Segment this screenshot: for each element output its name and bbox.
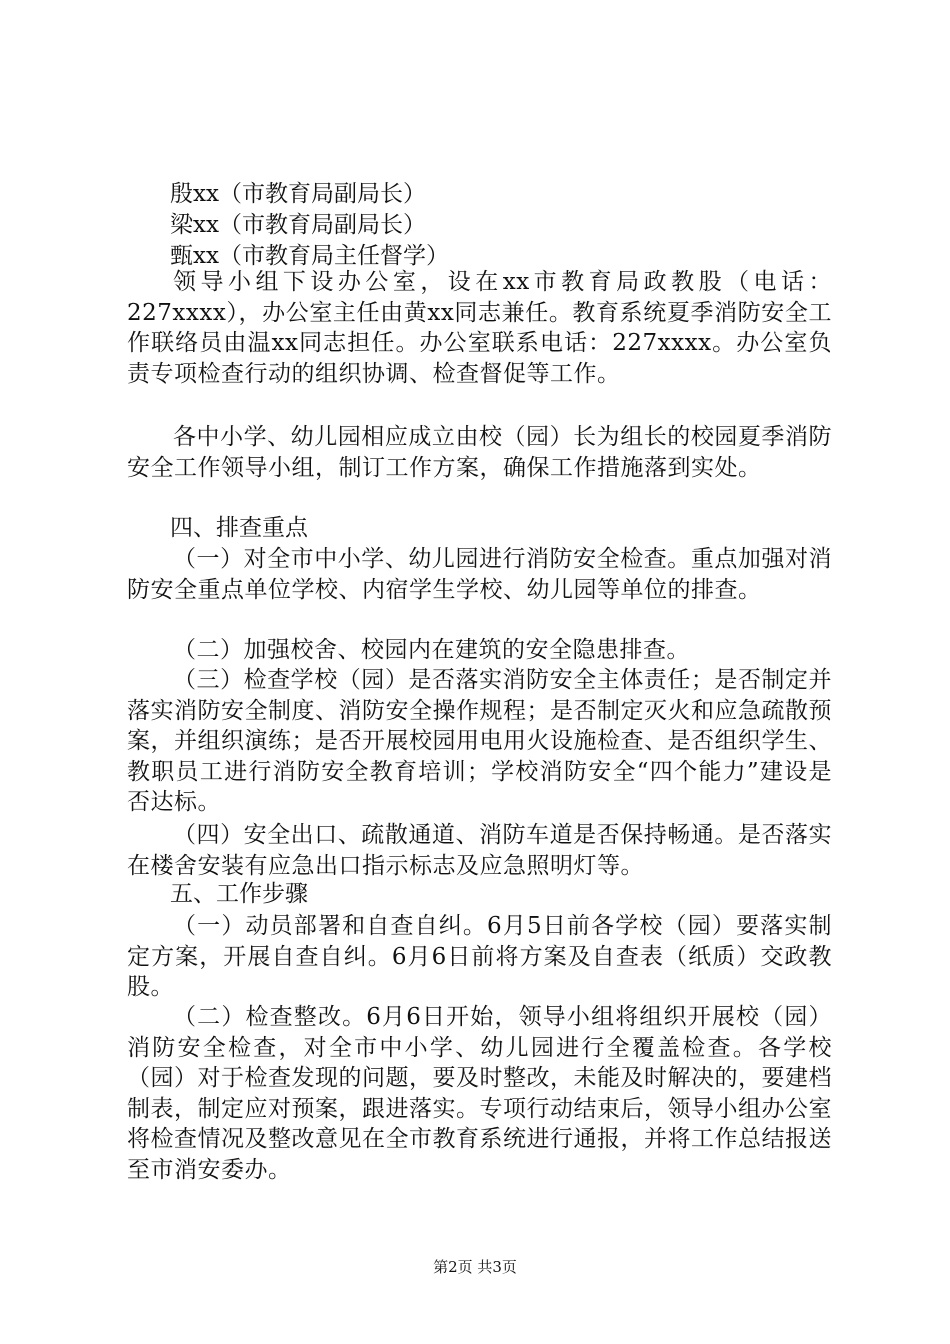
section-4-heading: 四、排查重点 xyxy=(170,515,308,541)
section-5-item-1: （一）动员部署和自查自纠。6月5日前各学校（园）要落实制定方案，开展自查自纠。6月6日前将方案及自查表（纸质）交政教股。 xyxy=(127,913,832,1001)
section-4-item-3: （三）检查学校（园）是否落实消防安全主体责任；是否制定并落实消防安全制度、消防安全操作规程；是否制定灭火和应急疏散预案，并组织演练；是否开展校园用电用火设施检查、是否组织学生、教职员工进行消防安全教育培训；学校消防安全“四个能力”建设是否达标。 xyxy=(127,667,832,816)
section-5-item-2: （二）检查整改。6月6日开始，领导小组将组织开展校（园）消防安全检查，对全市中小学、幼儿园进行全覆盖检查。各学校（园）对于检查发现的问题，要及时整改，未能及时解决的，要建档制表，制定应对预案，跟进落实。专项行动结束后，领导小组办公室将检查情况及整改意见在全市教育系统进行通报，并将工作总结报送至市消安委办。 xyxy=(127,1004,832,1183)
schools-paragraph: 各中小学、幼儿园相应成立由校（园）长为组长的校园夏季消防安全工作领导小组，制订工作方案，确保工作措施落到实处。 xyxy=(127,424,832,481)
member-line-2: 梁xx（市教育局副局长） xyxy=(170,212,426,238)
member-line-3: 甄xx（市教育局主任督学） xyxy=(170,243,449,269)
member-line-1: 殷xx（市教育局副局长） xyxy=(170,181,426,207)
section-5-heading: 五、工作步骤 xyxy=(170,881,308,907)
section-4-item-2: （二）加强校舍、校园内在建筑的安全隐患排查。 xyxy=(173,637,690,663)
section-4-item-4: （四）安全出口、疏散通道、消防车道是否保持畅通。是否落实在楼舍安装有应急出口指示标志及应急照明灯等。 xyxy=(127,822,832,879)
section-4-item-1: （一）对全市中小学、幼儿园进行消防安全检查。重点加强对消防安全重点单位学校、内宿学生学校、幼儿园等单位的排查。 xyxy=(127,546,832,603)
office-paragraph: 领导小组下设办公室，设在xx市教育局政教股（电话：227xxxx），办公室主任由黄xx同志兼任。教育系统夏季消防安全工作联络员由温xx同志担任。办公室联系电话：227xxxx。办公室负责专项检查行动的组织协调、检查督促等工作。 xyxy=(127,269,832,387)
page-footer: 第2页 共3页 xyxy=(433,1258,517,1276)
